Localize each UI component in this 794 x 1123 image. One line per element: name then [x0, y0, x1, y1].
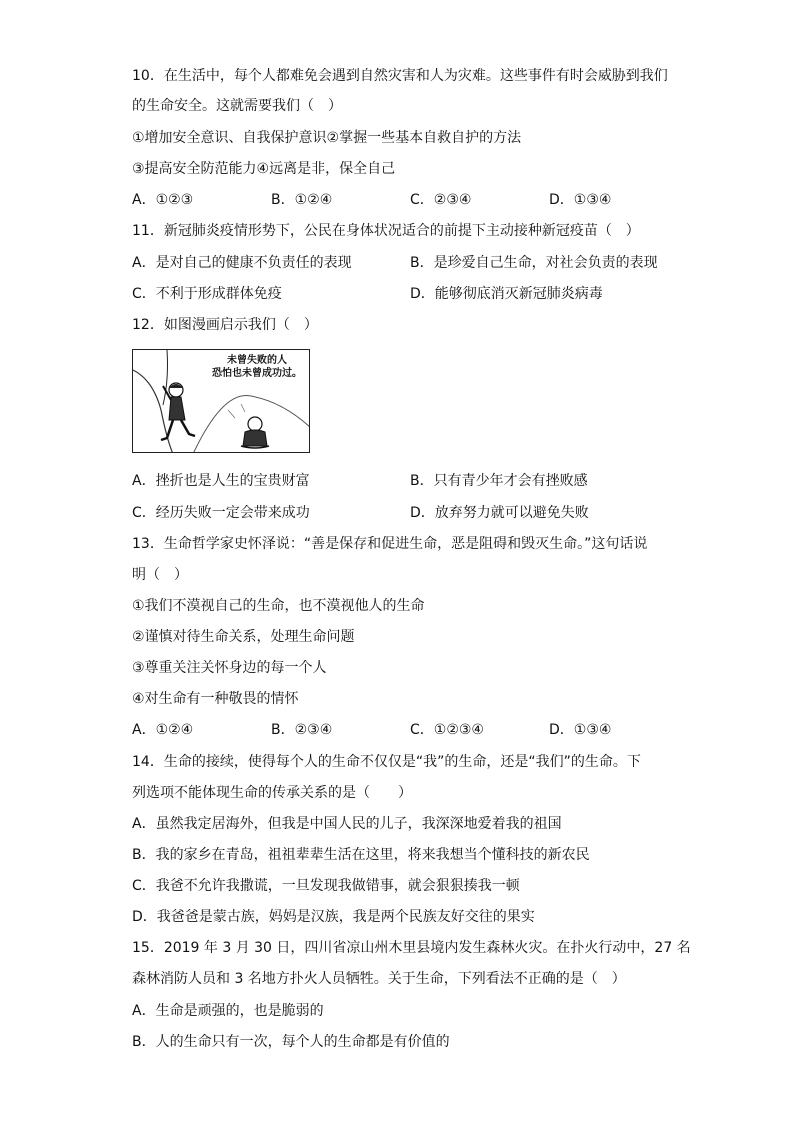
- q12-option-d: D．放弃努力就可以避免失败: [410, 505, 589, 521]
- q11-option-c: C．不利于形成群体免疫: [132, 286, 282, 302]
- q13-option-a: A．①②④: [132, 722, 194, 738]
- q14-option-d: D．我爸爸是蒙古族，妈妈是汉族，我是两个民族友好交往的果实: [132, 909, 535, 925]
- q12-option-a: A．挫折也是人生的宝贵财富: [132, 473, 310, 489]
- q10-statement-1: ①增加安全意识、自我保护意识②掌握一些基本自救自护的方法: [132, 130, 522, 146]
- q10-option-c: C．②③④: [410, 192, 472, 208]
- q14-option-c: C．我爸不允许我撒谎，一旦发现我做错事，就会狠狠揍我一顿: [132, 878, 520, 894]
- comic-caption-line1: 未曾失败的人: [227, 355, 287, 366]
- q13-stem-line2: 明（ ）: [132, 567, 188, 583]
- comic-caption-line2: 恐怕也未曾成功过。: [212, 368, 302, 379]
- q11-option-d: D．能够彻底消灭新冠肺炎病毒: [410, 286, 603, 302]
- q15-option-a: A．生命是顽强的，也是脆弱的: [132, 1003, 324, 1019]
- q14-stem-line2: 列选项不能体现生命的传承关系的是（ ）: [132, 785, 412, 801]
- q10-option-d: D．①③④: [549, 192, 612, 208]
- q13-option-c: C．①②③④: [410, 722, 484, 738]
- q10-option-b: B．①②④: [271, 192, 333, 208]
- q15-stem-line1: 15．2019 年 3 月 30 日，四川省凉山州木里县境内发生森林火灾。在扑火行动中，27 名: [132, 940, 691, 956]
- q12-comic: [132, 349, 310, 453]
- q10-stem-line2: 的生命安全。这就需要我们（ ）: [132, 98, 342, 114]
- q11-option-b: B．是珍爱自己生命，对社会负责的表现: [410, 255, 658, 271]
- q14-stem-line1: 14．生命的接续，使得每个人的生命不仅仅是“我”的生命，还是“我们”的生命。下: [132, 754, 641, 770]
- q13-option-b: B．②③④: [271, 722, 333, 738]
- q14-option-a: A．虽然我定居海外，但我是中国人民的儿子，我深深地爱着我的祖国: [132, 816, 562, 832]
- q10-stem-line1: 10．在生活中，每个人都难免会遇到自然灾害和人为灾难。这些事件有时会威胁到我们: [132, 68, 668, 84]
- q10-statement-2: ③提高安全防范能力④远离是非，保全自己: [132, 161, 396, 177]
- q14-option-b: B．我的家乡在青岛，祖祖辈辈生活在这里，将来我想当个懂科技的新农民: [132, 847, 590, 863]
- q13-statement-1: ①我们不漠视自己的生命，也不漠视他人的生命: [132, 598, 425, 614]
- q13-statement-2: ②谨慎对待生命关系，处理生命问题: [132, 629, 355, 645]
- q13-statement-4: ④对生命有一种敬畏的情怀: [132, 691, 299, 707]
- q15-stem-line2: 森林消防人员和 3 名地方扑火人员牺牲。关于生命，下列看法不正确的是（ ）: [132, 971, 626, 987]
- q13-stem-line1: 13．生命哲学家史怀泽说：“善是保存和促进生命，恶是阻碍和毁灭生命。”这句话说: [132, 536, 648, 552]
- q13-statement-3: ③尊重关注关怀身边的每一个人: [132, 660, 327, 676]
- q12-option-b: B．只有青少年才会有挫败感: [410, 473, 588, 489]
- q11-option-a: A．是对自己的健康不负责任的表现: [132, 255, 352, 271]
- q15-option-b: B．人的生命只有一次，每个人的生命都是有价值的: [132, 1034, 450, 1050]
- q12-option-c: C．经历失败一定会带来成功: [132, 505, 310, 521]
- q13-option-d: D．①③④: [549, 722, 612, 738]
- q12-stem: 12．如图漫画启示我们（ ）: [132, 317, 318, 333]
- q11-stem: 11．新冠肺炎疫情形势下，公民在身体状况适合的前提下主动接种新冠疫苗（ ）: [132, 223, 640, 239]
- q10-option-a: A．①②③: [132, 192, 194, 208]
- comic-caption: [207, 354, 307, 380]
